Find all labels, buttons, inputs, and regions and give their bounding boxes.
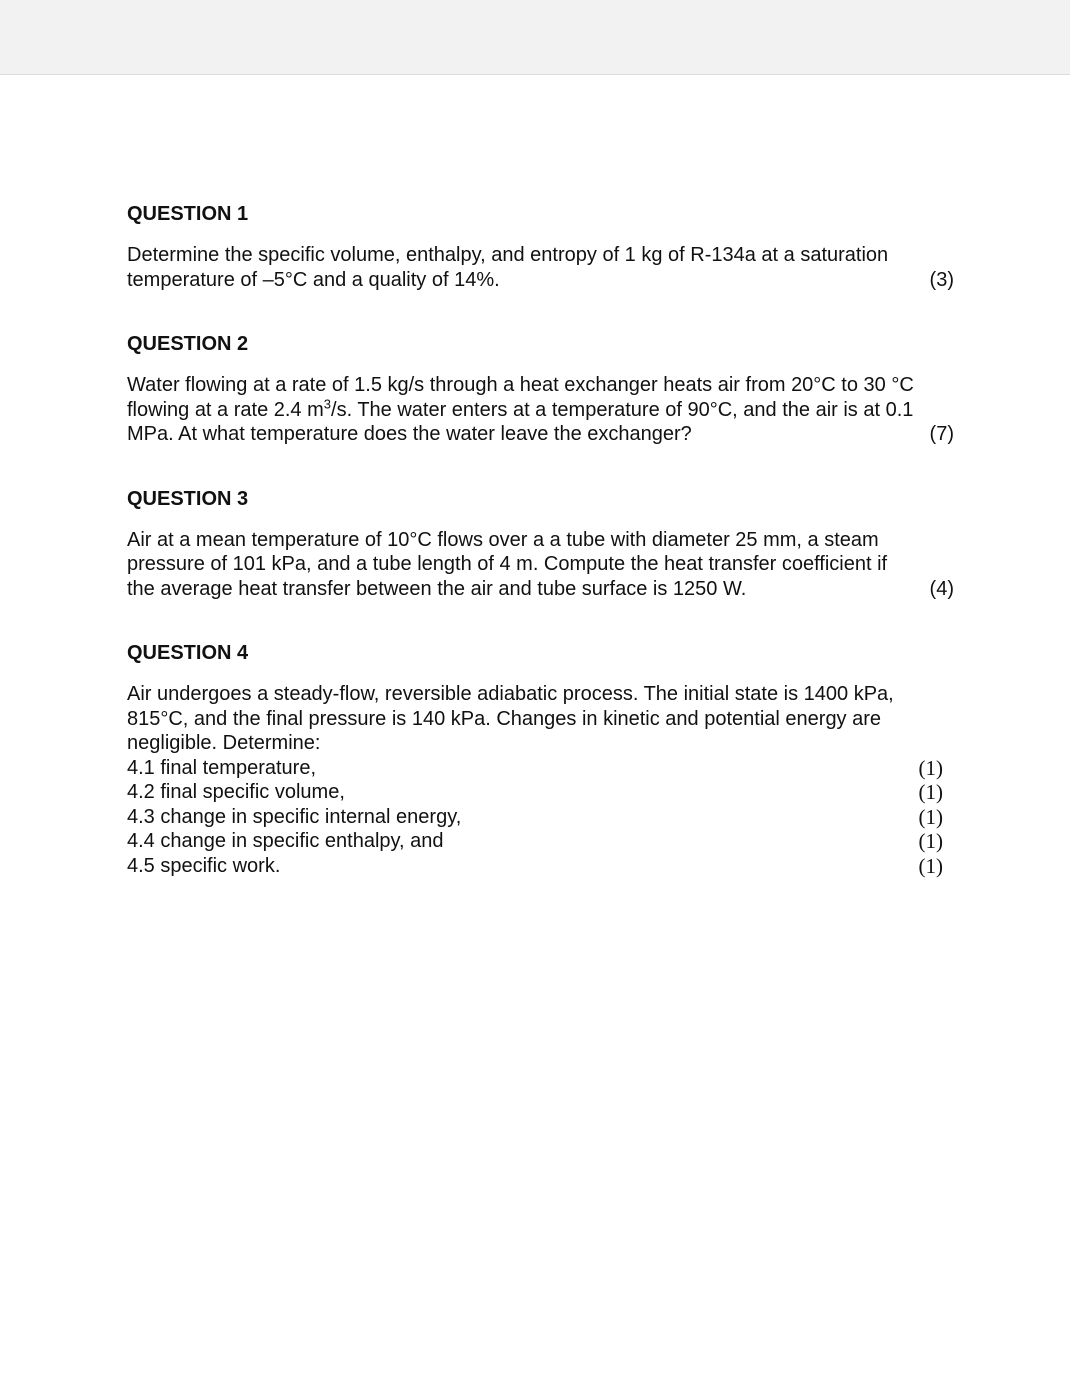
list-item: [127, 780, 943, 805]
question-2-line-2-sup: 3: [323, 395, 332, 411]
viewer-top-bar: [0, 0, 1070, 75]
sub-item-marks: (1): [918, 755, 943, 780]
sub-item-text: 4.3 change in specific internal energy,: [127, 805, 462, 828]
question-2-marks: (7): [929, 423, 954, 445]
question-2-text-line-1: Water flowing at a rate of 1.5 kg/s through a heat exchanger heats air from 20°C to 30 °C: [127, 374, 914, 396]
question-1-heading: QUESTION 1: [127, 203, 249, 225]
question-3-marks: (4): [929, 577, 954, 600]
question-3-text-line-3: the average heat transfer between the air and tube surface is 1250 W.: [127, 577, 747, 600]
question-4-text-line-2: 815°C, and the final pressure is 140 kPa. Changes in kinetic and potential energy are: [127, 707, 882, 730]
question-3-text-line-2: pressure of 101 kPa, and a tube length of 4 m. Compute the heat transfer coefficient if: [127, 553, 888, 575]
question-2-line-2-post: /s. The water enters at a temperature of 90°C, and the air is at 0.1: [331, 398, 914, 421]
question-4-sub-items: [127, 756, 943, 879]
question-4-text-line-3: negligible. Determine:: [127, 732, 321, 754]
list-item: [127, 756, 943, 781]
list-item: [127, 854, 943, 879]
question-4-text-line-1: Air undergoes a steady-flow, reversible adiabatic process. The initial state is 1400 kPa,: [127, 683, 894, 705]
question-2-line-2-pre: flowing at a rate 2.4 m: [127, 398, 324, 421]
question-2-text-line-3: MPa. At what temperature does the water leave the exchanger?: [127, 423, 692, 445]
sub-item-marks: (1): [918, 853, 943, 878]
question-4-heading: QUESTION 4: [127, 642, 249, 664]
question-4: [127, 641, 954, 878]
question-1-text-line-2: temperature of –5°C and a quality of 14%.: [127, 268, 500, 291]
document-page: [127, 202, 954, 918]
question-3-last-line: [127, 577, 954, 602]
sub-item-text: 4.1 final temperature,: [127, 756, 316, 779]
sub-item-text: 4.4 change in specific enthalpy, and: [127, 830, 444, 852]
question-2-text-line-2: [127, 395, 954, 423]
question-3-heading: QUESTION 3: [127, 487, 249, 510]
sub-item-marks: (1): [918, 780, 943, 804]
question-2-last-line: [127, 422, 954, 447]
question-3-text-line-1: Air at a mean temperature of 10°C flows over a a tube with diameter 25 mm, a steam: [127, 528, 879, 551]
sub-item-marks: (1): [918, 829, 943, 853]
question-1-text-line-1: Determine the specific volume, enthalpy, and entropy of 1 kg of R-134a at a saturation: [127, 244, 889, 266]
list-item: [127, 829, 943, 854]
question-2-heading: QUESTION 2: [127, 333, 249, 355]
question-3: [127, 487, 954, 602]
sub-item-text: 4.2 final specific volume,: [127, 781, 345, 803]
list-item: [127, 805, 943, 830]
question-1: [127, 202, 954, 292]
question-1-marks: (3): [929, 268, 954, 291]
question-1-last-line: [127, 268, 954, 293]
question-2: [127, 332, 954, 447]
sub-item-marks: (1): [918, 804, 943, 829]
sub-item-text: 4.5 specific work.: [127, 854, 281, 877]
